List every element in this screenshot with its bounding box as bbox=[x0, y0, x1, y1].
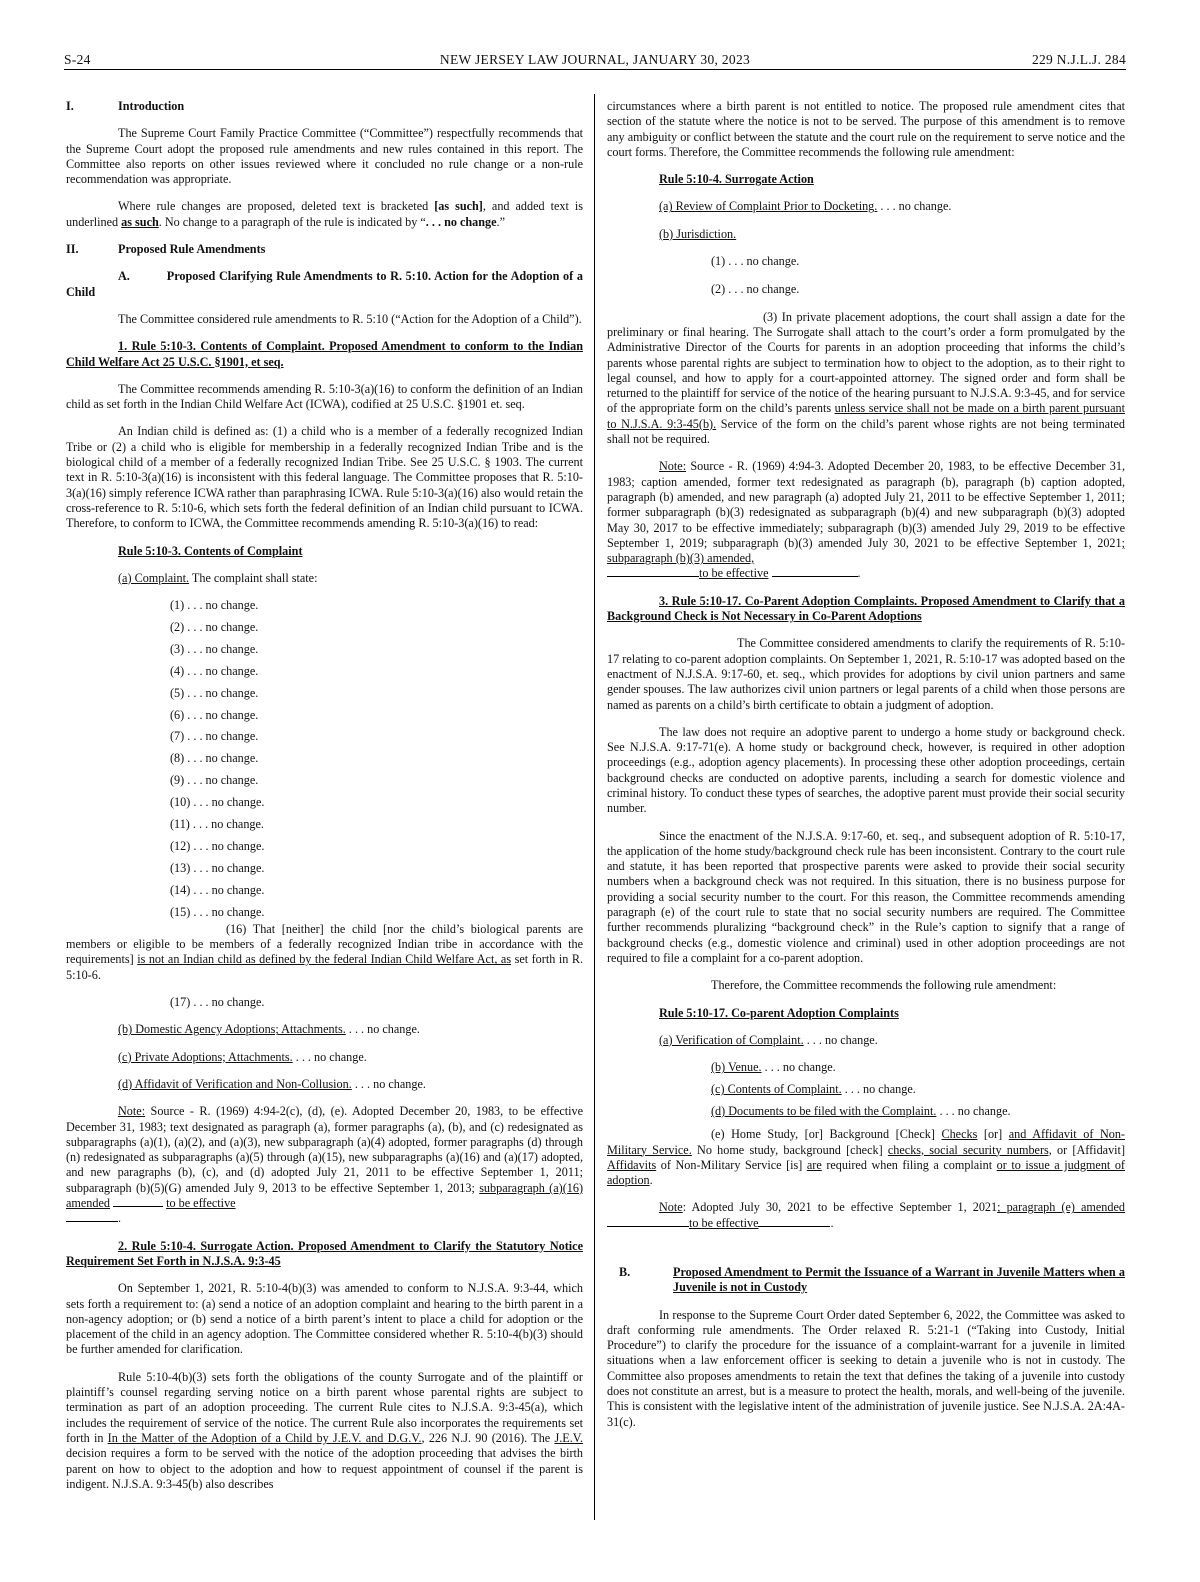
paragraph: On September 1, 2021, R. 5:10-4(b)(3) was amended to conform to N.J.S.A. 9:3-44, which sets forth a requirement to: (a) send a notice of an adoption complaint and hearing to the birth parent in a non-agency adoption; or (b) send a notice of a birth parent’s intent to place a child for adoption or the placement of the child in an agency adoption. The Committee considered whether R. 5:10-4(b)(3) should be further amended for clarification. bbox=[66, 1281, 583, 1357]
paragraph: Where rule changes are proposed, deleted text is bracketed [as such], and added text is underlined as such. No change to a paragraph of the rule is indicated by “. . . no change.” bbox=[66, 199, 584, 229]
rule-note: Note: Source - R. (1969) 4:94-2(c), (d), (e). Adopted December 20, 1983, to be effective December 31, 1983; text designated as paragraph (a), former paragraphs (a), (b), and (c) redesignated as subparagraphs (a)(1), (a)(2), and (a)(3), new subparagraph (a)(4) adopted, former paragraphs (d) through (n) redesignated as subparagraphs (a)(5) through (a)(15), new subparagraphs (a)(16) and (a)(17) adopted, and new paragraphs (b), (c), and (d) adopted July 21, 2011 to be effective September 1, 2011; subparagraph (b)(5)(G) amended July 9, 2013 to be effective September 1, 2013; subparagraph (a)(16) amended to be effective . bbox=[66, 1104, 583, 1226]
subsection-heading-b: B. Proposed Amendment to Permit the Issuance of a Warrant in Juvenile Matters when a Juvenile is not in Custody bbox=[619, 1265, 1125, 1295]
rule-heading: Rule 5:10-4. Surrogate Action bbox=[659, 172, 814, 187]
rule-item-list bbox=[711, 254, 1125, 298]
left-column bbox=[66, 99, 583, 1504]
citation: 229 N.J.L.J. 284 bbox=[1031, 52, 1126, 67]
rule-heading: Rule 5:10-17. Co-parent Adoption Complaints bbox=[659, 1005, 899, 1020]
list-item: (2) . . . no change. bbox=[711, 282, 800, 297]
rule-paragraph-b: (b) Jurisdiction. bbox=[659, 226, 737, 241]
rule-item-16: (16) That [neither] the child [nor the child’s biological parents are members or eligible to be members of a federally recognized Indian tribe in accordance with the requirements] is not an Indian child as defined by the federal Indian Child Welfare Act, as set forth in R. 5:10-6. bbox=[66, 921, 583, 982]
section-heading-introduction: I. Introduction bbox=[66, 99, 185, 113]
paragraph: circumstances where a birth parent is not entitled to notice. The proposed rule amendment cites that section of the statute where the notice is not to be served. The purpose of this amendment is to remove any ambiguity or conflict between the statute and the court rule on the requirement to serve notice and the court forms. Therefore, the Committee recommends the following rule amendment: bbox=[607, 99, 1125, 159]
header-rule bbox=[64, 69, 1126, 70]
rule-paragraph-e: (e) Home Study, [or] Background [Check] Checks [or] and Affidavit of Non-Military Service. No home study, background [check] checks, social security numbers, or [Affidavit] Affidavits of Non-Military Service [is] are required when filing a complaint or to issue a judgment of adoption. bbox=[607, 1127, 1125, 1188]
list-item: (c) Contents of Complaint. . . . no change. bbox=[711, 1082, 916, 1097]
list-item: (11) . . . no change. bbox=[170, 817, 264, 832]
list-item: (13) . . . no change. bbox=[170, 860, 265, 875]
list-item: (10) . . . no change. bbox=[170, 795, 265, 810]
rule-paragraph-a: (a) Verification of Complaint. . . . no change. bbox=[659, 1032, 878, 1047]
list-item: (d) Documents to be filed with the Complaint. . . . no change. bbox=[711, 1103, 1011, 1118]
list-item: (7) . . . no change. bbox=[170, 729, 259, 744]
rule-paragraph-a: (a) Review of Complaint Prior to Docketing. . . . no change. bbox=[659, 199, 952, 214]
paragraph: Therefore, the Committee recommends the following rule amendment: bbox=[711, 978, 1057, 993]
right-column bbox=[607, 99, 1125, 1442]
rule-paragraph-b: (b) Domestic Agency Adoptions; Attachments. . . . no change. bbox=[118, 1022, 420, 1037]
rule-paragraph-d: (d) Affidavit of Verification and Non-Collusion. . . . no change. bbox=[118, 1076, 426, 1091]
paragraph: An Indian child is defined as: (1) a child who is a member of a federally recognized Indian Tribe or (2) a child who is eligible for membership in a federally recognized Indian Tribe and is the biological child of a member of a federally recognized Indian Tribe. See 25 U.S.C. § 1903. The current text in R. 5:10-3(a)(16) is inconsistent with this federal language. The Committee proposes that R. 5:10-3(a)(16) simply reference ICWA rather than paraphrasing ICWA. Rule 5:10-3(a)(16) also would retain the cross-reference to R. 5:10-6, which sets forth the federal definition of an Indian child pursuant to ICWA. Therefore, to conform to ICWA, the Committee recommends amending R. 5:10-3(a)(16) to read: bbox=[66, 424, 583, 531]
rule-item-list bbox=[170, 598, 583, 920]
rule-caption: 2. Rule 5:10-4. Surrogate Action. Proposed Amendment to Clarify the Statutory Notice Requirement Set Forth in N.J.S.A. 9:3-45 bbox=[66, 1238, 583, 1268]
rule-heading: Rule 5:10-3. Contents of Complaint bbox=[118, 543, 303, 558]
list-item: (14) . . . no change. bbox=[170, 882, 265, 897]
running-header bbox=[64, 52, 1126, 68]
rule-paragraph-c: (c) Private Adoptions; Attachments. . . . no change. bbox=[118, 1049, 367, 1064]
rule-note: Note: Adopted July 30, 2021 to be effective September 1, 2021; paragraph (e) amended to be effective . bbox=[607, 1200, 1125, 1231]
paragraph: The Committee considered rule amendments to R. 5:10 (“Action for the Adoption of a Child”). bbox=[118, 311, 582, 326]
list-item: (2) . . . no change. bbox=[170, 620, 259, 635]
rule-caption: 3. Rule 5:10-17. Co-Parent Adoption Complaints. Proposed Amendment to Clarify that a Background Check is Not Necessary in Co-Parent Adoptions bbox=[607, 593, 1125, 624]
section-heading-proposed-amendments: II. Proposed Rule Amendments bbox=[66, 242, 266, 257]
page-number: S-24 bbox=[64, 52, 91, 67]
list-item: (4) . . . no change. bbox=[170, 663, 259, 678]
paragraph: The Committee recommends amending R. 5:10-3(a)(16) to conform the definition of an Indian child as set forth in the Indian Child Welfare Act (ICWA), codified at 25 U.S.C. §1901 et. seq. bbox=[66, 381, 583, 412]
paragraph: The Supreme Court Family Practice Committee (“Committee”) respectfully recommends that the Supreme Court adopt the proposed rule amendments and new rules contained in this report. The Committee also reports on other issues reviewed where it concluded no rule change or a non-rule recommendation was appropriate. bbox=[66, 126, 583, 187]
rule-item-3: (3) In private placement adoptions, the court shall assign a date for the preliminary or final hearing. The Surrogate shall attach to the court’s order a form promulgated by the Administrative Director of the Courts for parents in an adoption proceeding that informs the child’s parents whose parental rights are subject to termination how to object to the adoption, as to their right to legal counsel, and how to apply for a court-appointed attorney. The signed order and form shall be returned to the plaintiff for service of the notice of the hearing pursuant to N.J.S.A. 9:3-45, and for service of the appropriate form on the child’s parents unless service shall not be made on a birth parent pursuant to N.J.S.A. 9:3-45(b). Service of the form on the child’s parent whose rights are not being terminated shall not be required. bbox=[607, 309, 1125, 447]
list-item: (15) . . . no change. bbox=[170, 904, 265, 919]
paragraph: Since the enactment of the N.J.S.A. 9:17-60, et. seq., and subsequent adoption of R. 5:10-17, the application of the home study/background check rule has been inconsistent. Contrary to the court rule and statute, it has been reported that prospective parents were asked to provide their social security numbers when a background check was not required. In this situation, there is no business purpose for providing a social security number to the court. For this reason, the Committee recommends amending paragraph (e) of the court rule to state that no social security numbers are required. The Committee further recommends pluralizing “background check” in the Rule’s caption to signify that a range of background checks (e.g., domestic violence and criminal) used in other adoption proceedings are not required to file a complaint for a co-parent adoption. bbox=[607, 828, 1125, 965]
list-item: (12) . . . no change. bbox=[170, 838, 265, 853]
paragraph: In response to the Supreme Court Order dated September 6, 2022, the Committee was asked to draft conforming rule amendments. The Order relaxed R. 5:21-1 (“Taking into Custody, Initial Procedure”) to clarify the procedure for the issuance of a complaint-warrant for a juvenile in limited situations when a law enforcement officer is seeking to detain a juvenile who is not in custody. The Committee also proposes amendments to retain the text that defines the taking of a juvenile into custody does not constitute an arrest, but is a measure to protect the health, morals, and well-being of the juvenile. This is consistent with the legislative intent of the administration of juvenile justice. See N.J.S.A. 2A:4A-31(c). bbox=[607, 1307, 1125, 1429]
rule-paragraph: (a) Complaint. The complaint shall state: bbox=[118, 570, 318, 585]
list-item: (8) . . . no change. bbox=[170, 751, 259, 766]
publication-title: NEW JERSEY LAW JOURNAL, JANUARY 30, 2023 bbox=[439, 52, 751, 67]
list-item: (3) . . . no change. bbox=[170, 641, 259, 656]
rule-item-17: (17) . . . no change. bbox=[170, 995, 265, 1010]
subsection-heading-a: A. Proposed Clarifying Rule Amendments to R. 5:10. Action for the Adoption of a Child bbox=[66, 269, 583, 299]
column-divider bbox=[594, 94, 595, 1520]
paragraph: The law does not require an adoptive parent to undergo a home study or background check. See N.J.S.A. 9:17-71(e). A home study or background check, however, is required in other adoption proceedings (e.g., adoption agency placements). In processing these other adoption proceedings, certain background checks are conducted on adoptive parents, including a search for domestic violence and criminal history. To conduct these types of searches, the adoptive parent must provide their social security number. bbox=[607, 724, 1125, 816]
rule-item-list bbox=[711, 1060, 1125, 1119]
list-item: (9) . . . no change. bbox=[170, 773, 259, 788]
list-item: (1) . . . no change. bbox=[711, 254, 800, 269]
list-item: (6) . . . no change. bbox=[170, 707, 259, 722]
rule-caption: 1. Rule 5:10-3. Contents of Complaint. Proposed Amendment to conform to the Indian Child Welfare Act 25 U.S.C. §1901, et seq. bbox=[66, 339, 583, 369]
paragraph: Rule 5:10-4(b)(3) sets forth the obligations of the county Surrogate and of the plaintiff or plaintiff’s counsel regarding serving notice on a birth parent whose parental rights are subject to termination as part of an adoption proceeding. The current Rule cites to N.J.S.A. 9:3-45(a), which includes the requirement of service of the notice. The current Rule also incorporates the requirements set forth in In the Matter of the Adoption of a Child by J.E.V. and D.G.V., 226 N.J. 90 (2016). The J.E.V. decision requires a form to be served with the notice of the adoption proceeding that advises the birth parent on how to object to the adoption and how to request appointment of counsel if the parent is indigent. N.J.S.A. 9:3-45(b) also describes bbox=[66, 1369, 584, 1491]
list-item: (1) . . . no change. bbox=[170, 598, 259, 613]
rule-note: Note: Source - R. (1969) 4:94-3. Adopted December 20, 1983, to be effective December 31, 1983; caption amended, former text redesignated as paragraph (b), paragraph (b) caption adopted, paragraph (b) amended, and new paragraph (a) adopted July 21, 2011 to be effective September 1, 2011; former subparagraph (b)(3) redesignated as subparagraph (b)(4) and new subparagraph (b)(3) adopted May 30, 2017 to be effective immediately; subparagraph (b)(3) amended July 29, 2019 to be effective September 1, 2019; subparagraph (b)(3) amended July 30, 2021 to be effective September 1, 2021; subparagraph (b)(3) amended, to be effective . bbox=[607, 459, 1125, 581]
list-item: (b) Venue. . . . no change. bbox=[711, 1060, 836, 1075]
list-item: (5) . . . no change. bbox=[170, 685, 259, 700]
paragraph: The Committee considered amendments to clarify the requirements of R. 5:10-17 relating to co-parent adoption complaints. On September 1, 2021, R. 5:10-17 was adopted based on the enactment of N.J.S.A. 9:17-60, et. seq., which provides for adoptions by civil union partners and same gender spouses. The law authorizes civil union partners or legal parents of a child when those persons are named as parents on a child’s birth certificate to obtain a judgment of adoption. bbox=[607, 636, 1125, 712]
